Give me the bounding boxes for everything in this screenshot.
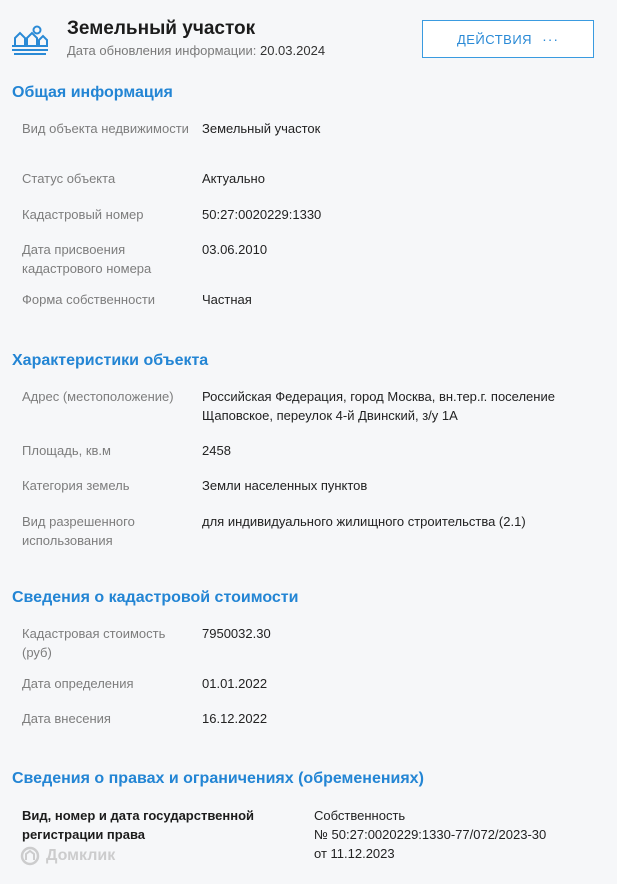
update-label: Дата обновления информации: bbox=[67, 43, 257, 58]
section-title-cadastral-value: Сведения о кадастровой стоимости bbox=[12, 589, 299, 606]
rights-type: Собственность bbox=[314, 808, 406, 823]
rights-label: Вид, номер и дата государственной регистрации права bbox=[22, 808, 255, 842]
row-label: Дата внесения bbox=[22, 711, 111, 726]
page-title: Земельный участок bbox=[67, 18, 256, 39]
row-value: 03.06.2010 bbox=[202, 242, 268, 257]
watermark-text: Домклик bbox=[46, 847, 116, 864]
row-value: Российская Федерация, город Москва, вн.тер.г. поселение Щаповское, переулок 4-й Двинский, з/у 1А bbox=[202, 389, 555, 423]
row-value: Частная bbox=[202, 292, 252, 307]
update-date: 20.03.2024 bbox=[259, 43, 326, 58]
row-value: Земли населенных пунктов bbox=[202, 478, 368, 493]
section-title-general: Общая информация bbox=[12, 84, 173, 101]
row-label: Вид разрешенного использования bbox=[22, 514, 135, 548]
row-value: 01.01.2022 bbox=[202, 676, 268, 691]
row-label: Дата присвоения кадастрового номера bbox=[22, 242, 152, 276]
row-label: Форма собственности bbox=[22, 292, 156, 307]
row-label: Категория земель bbox=[22, 478, 130, 493]
land-plot-icon bbox=[10, 24, 50, 56]
row-label: Адрес (местоположение) bbox=[22, 389, 174, 404]
domclick-logo-icon bbox=[20, 846, 40, 866]
section-title-characteristics: Характеристики объекта bbox=[12, 352, 209, 369]
more-dots-icon: ··· bbox=[542, 31, 560, 47]
header bbox=[0, 0, 617, 75]
watermark bbox=[20, 846, 115, 866]
row-value: 50:27:0020229:1330 bbox=[202, 207, 322, 222]
update-info bbox=[67, 43, 325, 58]
rights-value bbox=[314, 806, 604, 863]
row-label: Кадастровая стоимость (руб) bbox=[22, 626, 166, 660]
row-value: 16.12.2022 bbox=[202, 711, 268, 726]
row-value: Земельный участок bbox=[202, 121, 321, 136]
row-value: 2458 bbox=[202, 443, 231, 458]
row-label: Вид объекта недвижимости bbox=[22, 121, 189, 136]
section-title-rights: Сведения о правах и ограничениях (обременениях) bbox=[12, 770, 424, 787]
row-label: Дата определения bbox=[22, 676, 134, 691]
row-label: Кадастровый номер bbox=[22, 207, 144, 222]
row-label: Площадь, кв.м bbox=[22, 443, 111, 458]
actions-button[interactable] bbox=[422, 20, 594, 58]
row-label: Статус объекта bbox=[22, 171, 116, 186]
rights-registration-number: № 50:27:0020229:1330-77/072/2023-30 bbox=[314, 827, 547, 842]
row-value: Актуально bbox=[202, 171, 265, 186]
row-value: для индивидуального жилищного строительства (2.1) bbox=[202, 514, 526, 529]
actions-label: ДЕЙСТВИЯ bbox=[456, 31, 533, 47]
rights-registration-date: от 11.12.2023 bbox=[314, 846, 395, 861]
row-value: 7950032.30 bbox=[202, 626, 271, 641]
